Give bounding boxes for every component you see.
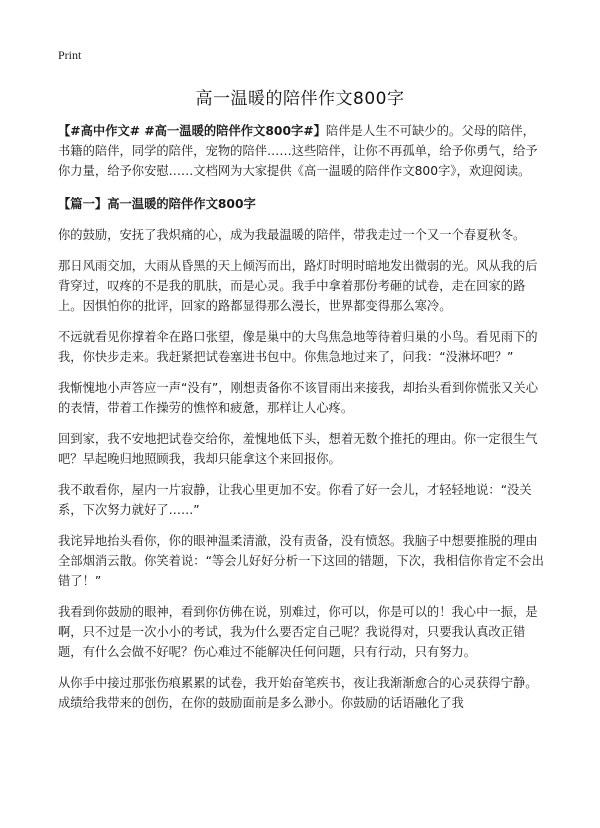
section-heading: 【篇一】高一温暖的陪伴作文800字 (58, 197, 256, 211)
body-paragraph-6: 我不敢看你，屋内一片寂静，让我心里更加不安。你看了好一会儿，才轻轻地说：“没关系，下次努力就好了……” (58, 483, 532, 517)
body-paragraph-5: 回到家，我不安地把试卷交给你，羞愧地低下头，想着无数个推托的理由。你一定很生气吧？早起晚归地照顾我，我却只能拿这个来回报你。 (58, 432, 538, 466)
body-paragraph-8: 我看到你鼓励的眼神，看到你仿佛在说，别难过，你可以，你是可以的！我心中一振，是啊，只不过是一次小小的考试，我为什么要否定自己呢？我说得对，只要我认真改正错题，有什么会做不好呢？伤心难过不能解决任何问题，只有行动，只有努力。 (58, 605, 538, 659)
body-paragraph-2: 那日风雨交加，大雨从昏黑的天上倾泻而出，路灯时明时暗地发出微弱的光。风从我的后背穿过，叹疼的不是我的肌肤，而是心灵。我手中拿着那份考砸的试卷，走在回家的路上。因惧怕你的批评，回家的路都显得那么漫长，世界都变得那么寒冷。 (58, 259, 538, 313)
intro-paragraph (58, 121, 544, 181)
body-paragraph-4: 我惭愧地小声答应一声“没有”，刚想责备你不该冒雨出来接我，却抬头看到你慌张又关心的表情，带着工作操劳的憔悴和疲惫，那样让人心疼。 (58, 381, 539, 415)
body-paragraph-9: 从你手中接过那张伤痕累累的试卷，我开始奋笔疾书，夜让我渐渐愈合的心灵获得宁静。成绩给我带来的创伤，在你的鼓励面前是多么渺小。你鼓励的话语融化了我 (58, 676, 538, 710)
body-paragraph-1: 你的鼓励，安抚了我炽痛的心，成为我最温暖的陪伴，带我走过一个又一个春夏秋冬。 (58, 228, 526, 242)
body-paragraph-3: 不远就看见你撑着伞在路口张望，像是巢中的大鸟焦急地等待着归巢的小鸟。看见雨下的我，你快步走来。我赶紧把试卷塞进书包中。你焦急地过来了，问我：“没淋坏吧？” (58, 330, 538, 364)
document-title: 高一温暖的陪伴作文800字 (195, 89, 405, 109)
intro-text: 陪伴是人生不可缺少的。父母的陪伴，书籍的陪伴，同学的陪伴，宠物的陪伴……这些陪伴，让你不再孤单，给予你勇气，给予你力量，给予你安慰……文档网为大家提供《高一温暖的陪伴作文800字》，欢迎阅读。 (58, 124, 538, 178)
print-link[interactable]: Print (58, 48, 82, 62)
intro-tag: 【#高中作文# #高一温暖的陪伴作文800字#】 (58, 124, 326, 138)
document-body (58, 121, 544, 724)
body-paragraph-7: 我诧异地抬头看你，你的眼神温柔清澈，没有责备，没有愤怒。我脑子中想要推脱的理由全部烟消云散。你笑着说：“等会儿好好分析一下这回的错题，下次，我相信你肯定不会出错了！” (58, 534, 544, 588)
